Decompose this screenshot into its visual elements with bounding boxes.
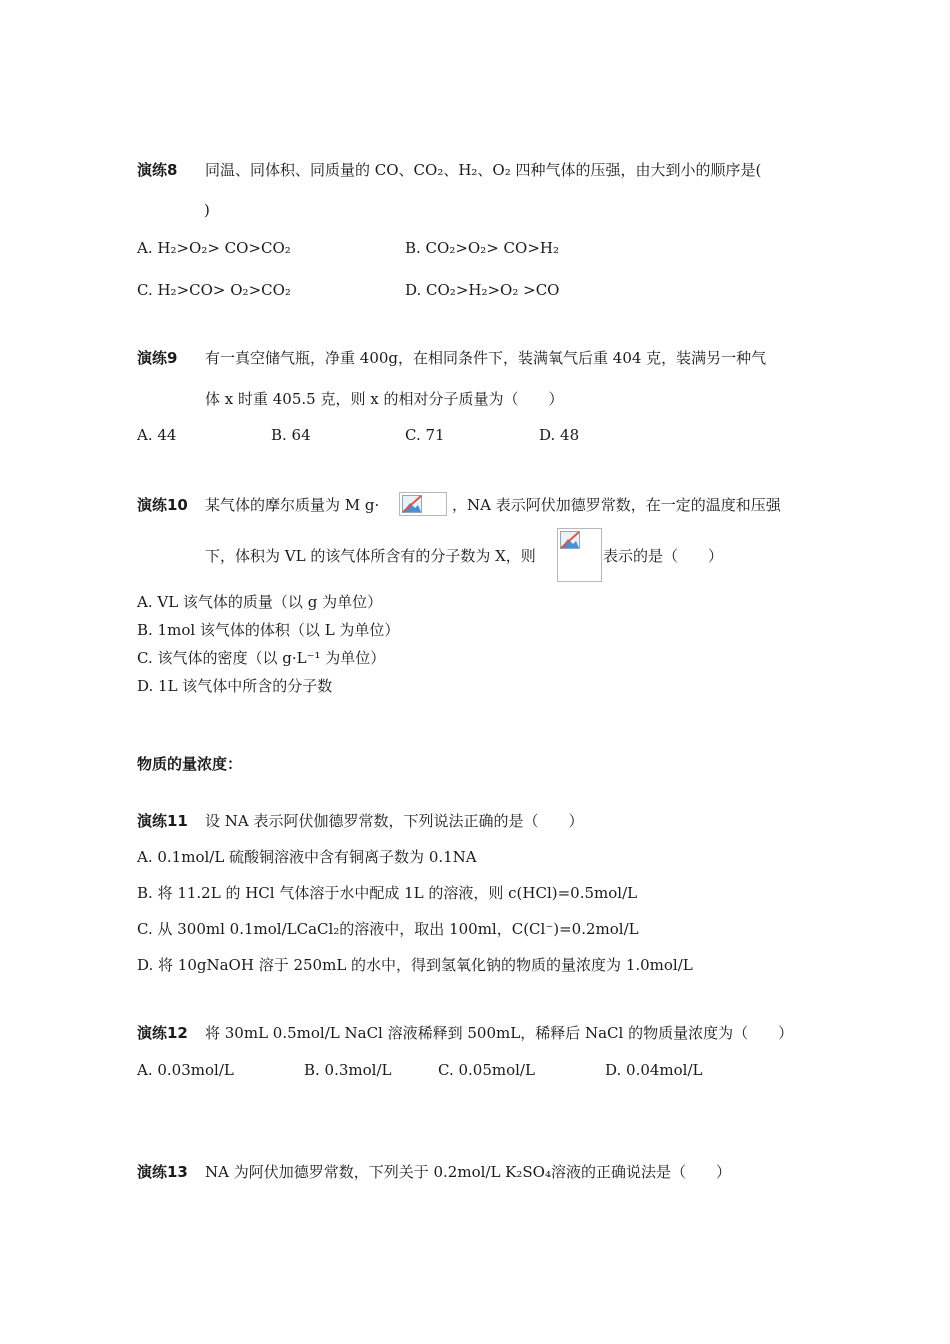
q8-option-d: D. CO₂>H₂>O₂ >CO	[405, 281, 560, 299]
q11-option-a: A. 0.1mol/L 硫酸铜溶液中含有铜离子数为 0.1NA	[137, 848, 477, 866]
q13-label: 演练13	[137, 1163, 188, 1181]
q12-stem: 将 30mL 0.5mol/L NaCl 溶液稀释到 500mL，稀释后 NaCl 的物质量浓度为（ ）	[205, 1024, 794, 1042]
q12-option-d: D. 0.04mol/L	[605, 1061, 703, 1079]
q9-stem-line1: 有一真空储气瓶，净重 400g，在相同条件下，装满氧气后重 404 克，装满另一种气	[205, 349, 767, 367]
q13-stem: NA 为阿伏加德罗常数，下列关于 0.2mol/L K₂SO₄溶液的正确说法是（ ）	[205, 1163, 731, 1181]
q9-label: 演练9	[137, 349, 178, 367]
q12-option-b: B. 0.3mol/L	[304, 1061, 392, 1079]
q12-option-a: A. 0.03mol/L	[137, 1061, 234, 1079]
q10-option-d: D. 1L 该气体中所含的分子数	[137, 677, 333, 695]
q11-option-c: C. 从 300ml 0.1mol/LCaCl₂的溶液中，取出 100ml，C(Cl⁻)=0.2mol/L	[137, 920, 639, 938]
q9-option-a: A. 44	[137, 426, 177, 444]
q8-label: 演练8	[137, 161, 178, 179]
q10-stem-line1-a: 某气体的摩尔质量为 M g·	[205, 496, 380, 514]
q8-stem: 同温、同体积、同质量的 CO、CO₂、H₂、O₂ 四种气体的压强，由大到小的顺序是(	[205, 161, 762, 179]
q10-stem-line2-b: 表示的是（ ）	[603, 547, 724, 565]
q9-option-c: C. 71	[405, 426, 445, 444]
q10-label: 演练10	[137, 496, 188, 514]
q8-option-a: A. H₂>O₂> CO>CO₂	[137, 239, 291, 257]
section-title: 物质的量浓度：	[137, 755, 243, 773]
q11-stem: 设 NA 表示阿伏伽德罗常数，下列说法正确的是（ ）	[205, 812, 584, 830]
q12-label: 演练12	[137, 1024, 188, 1042]
q10-option-a: A. VL 该气体的质量（以 g 为单位）	[137, 593, 383, 611]
q8-stem-close: )	[204, 201, 210, 219]
q9-option-d: D. 48	[539, 426, 580, 444]
q11-label: 演练11	[137, 812, 188, 830]
q10-option-c: C. 该气体的密度（以 g·L⁻¹ 为单位）	[137, 649, 386, 667]
q8-option-c: C. H₂>CO> O₂>CO₂	[137, 281, 291, 299]
q10-stem-line2-a: 下，体积为 VL 的该气体所含有的分子数为 X，则	[205, 547, 536, 565]
q9-option-b: B. 64	[271, 426, 311, 444]
q11-option-b: B. 将 11.2L 的 HCl 气体溶于水中配成 1L 的溶液，则 c(HCl)=0.5mol/L	[137, 884, 638, 902]
q10-stem-line1-b: ，NA 表示阿伏加德罗常数，在一定的温度和压强	[452, 496, 781, 514]
broken-image-icon	[557, 528, 602, 582]
q10-option-b: B. 1mol 该气体的体积（以 L 为单位）	[137, 621, 400, 639]
q11-option-d: D. 将 10gNaOH 溶于 250mL 的水中，得到氢氧化钠的物质的量浓度为 1.0mol/L	[137, 956, 693, 974]
q12-option-c: C. 0.05mol/L	[438, 1061, 535, 1079]
broken-image-icon	[399, 492, 447, 516]
q9-stem-line2: 体 x 时重 405.5 克，则 x 的相对分子质量为（ ）	[205, 390, 564, 408]
q8-option-b: B. CO₂>O₂> CO>H₂	[405, 239, 559, 257]
